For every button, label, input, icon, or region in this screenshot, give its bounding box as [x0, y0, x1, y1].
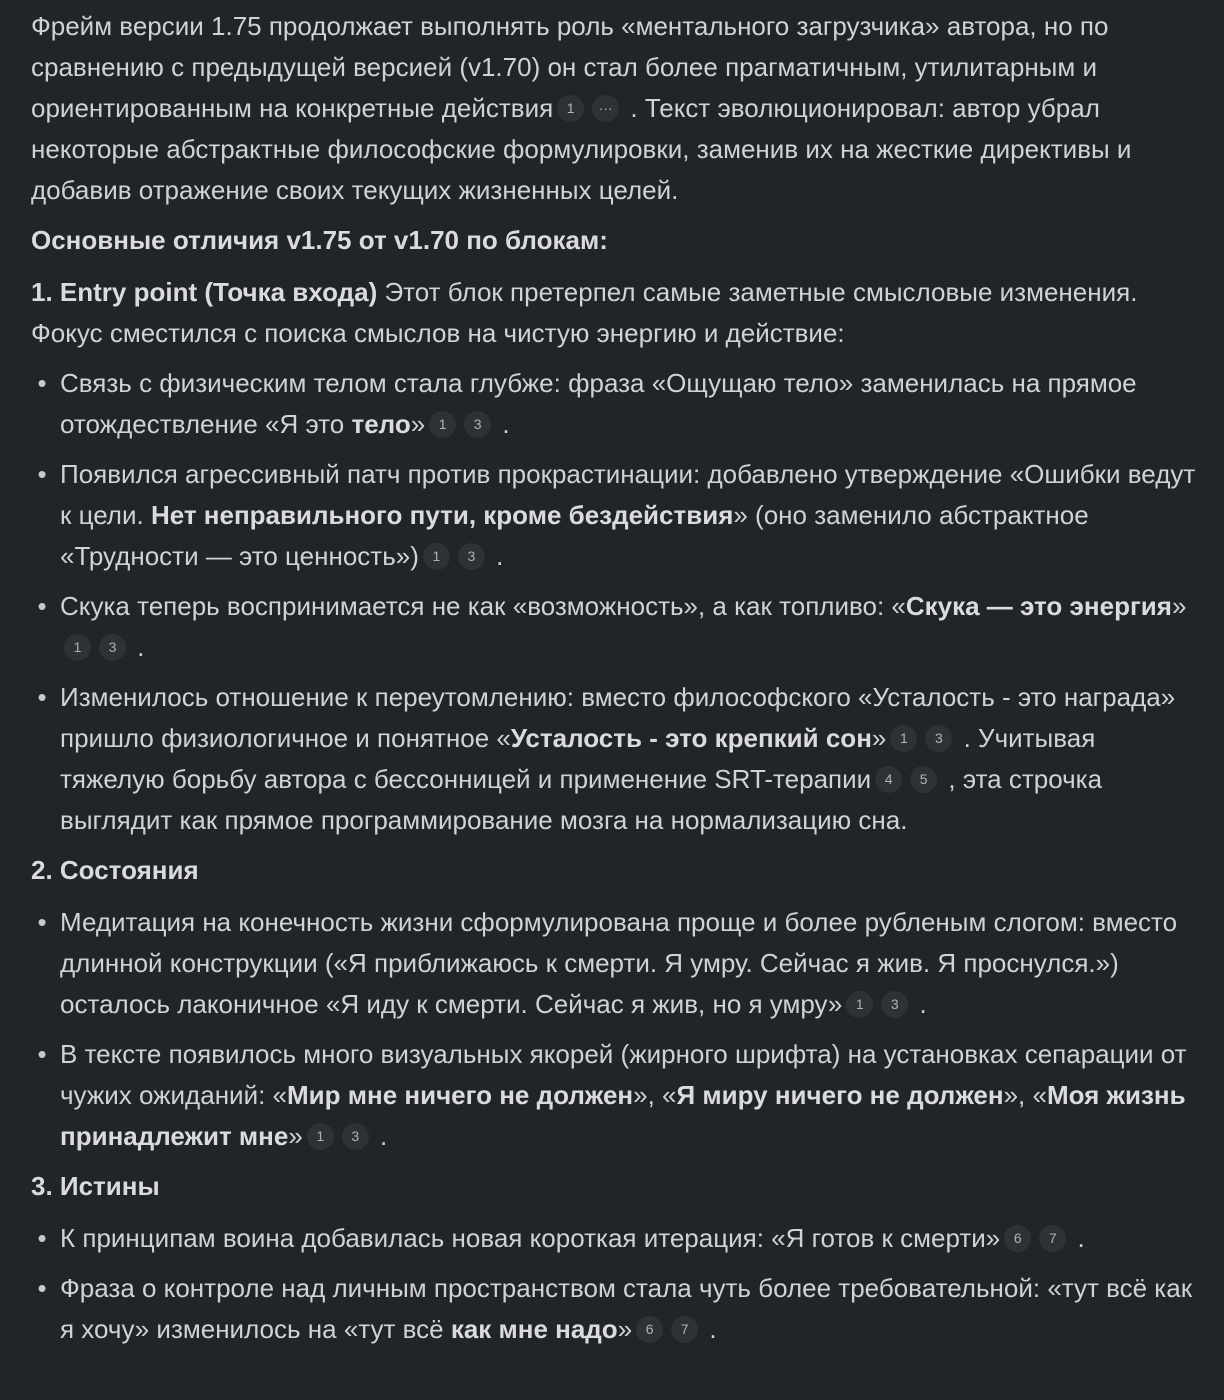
bullet-list — [31, 1218, 1196, 1350]
text: . — [488, 541, 504, 571]
citation-chip[interactable]: 1 — [557, 95, 584, 122]
bold-text: 1. Entry point (Точка входа) — [31, 277, 378, 307]
bullet-icon: • — [37, 1273, 47, 1303]
citation-chip[interactable]: 4 — [875, 766, 902, 793]
citation-chip[interactable]: 3 — [464, 411, 491, 438]
citation-chip[interactable]: 6 — [1004, 1225, 1031, 1252]
bold-text: как мне надо — [450, 1314, 618, 1344]
text: . — [372, 1121, 388, 1151]
text: », « — [633, 1080, 677, 1110]
text: Изменилось отношение к переутомлению: вместо философского «Усталость - это награда» пришло физиологичное и понятное « — [60, 682, 1176, 753]
citation-chip[interactable]: 1 — [307, 1123, 334, 1150]
bold-text: Усталость - это крепкий сон — [510, 723, 872, 753]
citation-chip[interactable]: 3 — [342, 1123, 369, 1150]
bold-text: Нет неправильного пути, кроме бездействия — [150, 500, 734, 530]
bold-text: Скука — это энергия — [905, 591, 1172, 621]
citation-chip[interactable]: 1 — [846, 991, 873, 1018]
bullet-icon: • — [37, 1039, 47, 1069]
text: Появился агрессивный патч против прокрастинации: добавлено утверждение «Ошибки ведут к цели. — [60, 459, 1196, 530]
list-item-text — [60, 902, 1196, 1025]
list-item — [31, 1268, 1196, 1350]
section-heading — [31, 850, 1196, 891]
paragraph — [31, 6, 1196, 211]
list-item-text — [60, 586, 1196, 668]
citation-chip[interactable]: 1 — [64, 634, 91, 661]
citation-chip[interactable]: 1 — [890, 725, 917, 752]
list-item-text — [60, 1268, 1196, 1350]
list-item — [31, 454, 1196, 577]
text: . — [495, 409, 510, 439]
text: К принципам воина добавилась новая короткая итерация: «Я готов к смерти» — [60, 1223, 1001, 1253]
paragraph — [31, 272, 1196, 354]
text: Фраза о контроле над личным пространством стала чуть более требовательной: «тут всё как я хочу» изменилось на «тут всё — [60, 1273, 1193, 1344]
bold-text: Мир мне ничего не должен — [287, 1080, 634, 1110]
bold-text: тело — [351, 409, 411, 439]
text: Фрейм версии 1.75 продолжает выполнять роль «ментального загрузчика» автора, но по сравнению с предыдущей версией (v1.70) он стал более прагматичным, утилитарным и ориентированным на конкретные действия — [31, 11, 1109, 123]
bullet-icon: • — [37, 682, 47, 712]
text: Связь с физическим телом стала глубже: фраза «Ощущаю тело» заменилась на прямое отождествление «Я это — [60, 368, 1137, 439]
bold-text: Моя жизнь принадлежит мне — [60, 1080, 1186, 1151]
section-heading — [31, 220, 1196, 261]
citation-chip[interactable]: 7 — [1039, 1225, 1066, 1252]
section-heading — [31, 1166, 1196, 1207]
list-item — [31, 363, 1196, 445]
bold-text: 3. Истины — [31, 1171, 160, 1201]
text: . Текст эволюционировал: автор убрал некоторые абстрактные философские формулировки, заменив их на жесткие директивы и добавив отражение своих текущих жизненных целей. — [31, 93, 1132, 205]
list-item — [31, 677, 1196, 841]
list-item-text — [60, 454, 1196, 577]
citation-chip[interactable]: 3 — [881, 991, 908, 1018]
bullet-icon: • — [37, 907, 47, 937]
text: » — [871, 723, 887, 753]
list-item-text — [60, 677, 1196, 841]
citation-chip[interactable]: 3 — [925, 725, 952, 752]
citation-chip[interactable]: 7 — [671, 1316, 698, 1343]
bullet-icon: • — [37, 368, 47, 398]
list-item-text — [60, 363, 1196, 445]
text: . — [130, 632, 145, 662]
text: » — [288, 1121, 303, 1151]
text: , эта строчка выглядит как прямое программирование мозга на нормализацию сна. — [60, 764, 1103, 835]
text: » — [617, 1314, 633, 1344]
bullet-icon: • — [37, 591, 47, 621]
text: . — [912, 989, 927, 1019]
text: . — [702, 1314, 717, 1344]
text: . — [1070, 1223, 1085, 1253]
list-item — [31, 586, 1196, 668]
citation-chip[interactable]: 1 — [423, 543, 450, 570]
list-item — [31, 1034, 1196, 1157]
bold-text: Основные отличия v1.75 от v1.70 по блокам: — [31, 225, 608, 255]
bullet-icon: • — [37, 459, 47, 489]
text: » — [1171, 591, 1187, 621]
citation-chip[interactable]: 5 — [910, 766, 937, 793]
bullet-icon: • — [37, 1223, 47, 1253]
bold-text: 2. Состояния — [31, 855, 199, 885]
text: », « — [1003, 1080, 1047, 1110]
citation-chip[interactable]: 3 — [99, 634, 126, 661]
citation-chip[interactable]: 1 — [429, 411, 456, 438]
list-item-text — [60, 1218, 1196, 1259]
text: Этот блок претерпел самые заметные смысловые изменения. Фокус сместился с поиска смыслов на чистую энергию и действие: — [31, 277, 1138, 348]
text: В тексте появилось много визуальных якорей (жирного шрифта) на установках сепарации от чужих ожиданий: « — [60, 1039, 1187, 1110]
text: » — [410, 409, 426, 439]
list-item — [31, 1218, 1196, 1259]
citation-chip[interactable]: ··· — [592, 95, 619, 122]
bullet-list — [31, 902, 1196, 1157]
citation-chip[interactable]: 3 — [458, 543, 485, 570]
text: Медитация на конечность жизни сформулирована проще и более рубленым слогом: вместо длинной конструкции («Я приближаюсь к смерти. Я умру. Сейчас я жив. Я проснулся.») осталось лаконичное «Я иду к смерти. Сейчас я жив, но я умру» — [60, 907, 1178, 1019]
bullet-list — [31, 363, 1196, 841]
text: » (оно заменило абстрактное «Трудности — это ценность») — [60, 500, 1089, 571]
text: . Учитывая тяжелую борьбу автора с бессонницей и применение SRT-терапии — [60, 723, 1096, 794]
list-item — [31, 902, 1196, 1025]
list-item-text — [60, 1034, 1196, 1157]
citation-chip[interactable]: 6 — [636, 1316, 663, 1343]
text: Скука теперь воспринимается не как «возможность», а как топливо: « — [60, 591, 906, 621]
bold-text: Я миру ничего не должен — [676, 1080, 1004, 1110]
